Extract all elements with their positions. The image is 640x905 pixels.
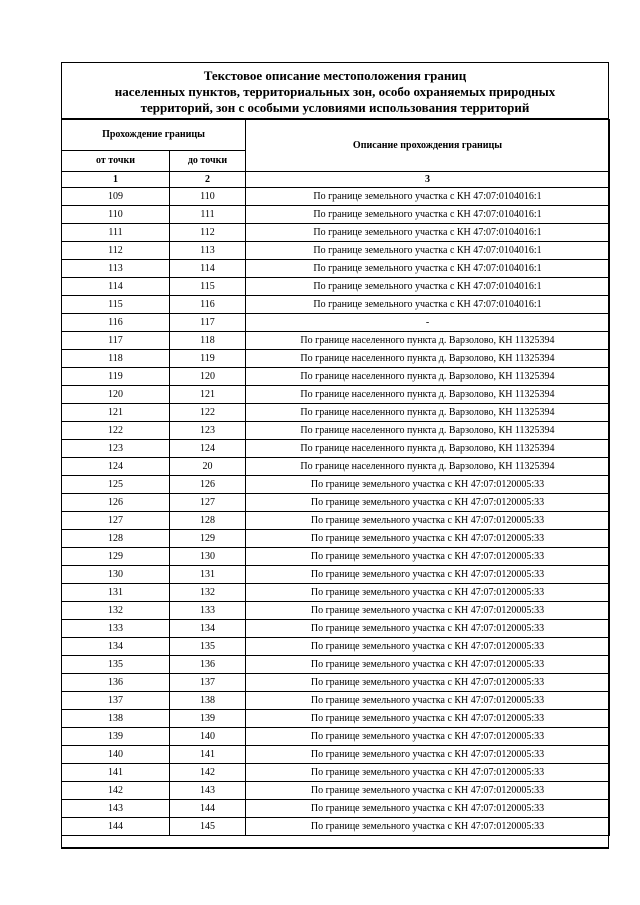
from-point-cell: 127 [62,512,170,530]
description-cell: По границе населенного пункта д. Варзолово, КН 11325394 [246,386,610,404]
table-row [62,314,610,332]
from-point-cell: 141 [62,764,170,782]
to-point-cell: 141 [170,746,246,764]
to-point-cell: 111 [170,206,246,224]
table-row [62,728,610,746]
table-row [62,188,610,206]
to-point-cell: 122 [170,404,246,422]
to-point-cell: 143 [170,782,246,800]
column-number-3: 3 [246,172,610,188]
title-line-3: территорий, зон с особыми условиями использования территорий [140,100,530,115]
description-cell: По границе земельного участка с КН 47:07:0120005:33 [246,584,610,602]
document-sheet [61,62,609,848]
header-passage: Прохождение границы [62,120,246,151]
description-cell: По границе населенного пункта д. Варзолово, КН 11325394 [246,422,610,440]
from-point-cell: 123 [62,440,170,458]
table-row [62,620,610,638]
to-point-cell: 130 [170,548,246,566]
table-row [62,242,610,260]
description-cell: По границе земельного участка с КН 47:07:0104016:1 [246,278,610,296]
from-point-cell: 138 [62,710,170,728]
to-point-cell: 120 [170,368,246,386]
column-number-row [62,172,610,188]
description-cell: По границе населенного пункта д. Варзолово, КН 11325394 [246,332,610,350]
to-point-cell: 140 [170,728,246,746]
to-point-cell: 20 [170,458,246,476]
from-point-cell: 126 [62,494,170,512]
title-line-2: населенных пунктов, территориальных зон, особо охраняемых природных [114,84,556,99]
description-cell: По границе земельного участка с КН 47:07:0120005:33 [246,548,610,566]
description-cell: По границе земельного участка с КН 47:07:0120005:33 [246,602,610,620]
from-point-cell: 113 [62,260,170,278]
description-cell: По границе населенного пункта д. Варзолово, КН 11325394 [246,458,610,476]
description-cell: По границе земельного участка с КН 47:07:0120005:33 [246,692,610,710]
to-point-cell: 113 [170,242,246,260]
from-point-cell: 140 [62,746,170,764]
description-cell: По границе населенного пункта д. Варзолово, КН 11325394 [246,404,610,422]
table-row [62,494,610,512]
to-point-cell: 136 [170,656,246,674]
from-point-cell: 135 [62,656,170,674]
to-point-cell: 117 [170,314,246,332]
column-number-2: 2 [170,172,246,188]
description-cell: По границе населенного пункта д. Варзолово, КН 11325394 [246,350,610,368]
to-point-cell: 131 [170,566,246,584]
to-point-cell: 133 [170,602,246,620]
from-point-cell: 121 [62,404,170,422]
table-row [62,746,610,764]
from-point-cell: 129 [62,548,170,566]
table-row [62,530,610,548]
from-point-cell: 128 [62,530,170,548]
from-point-cell: 114 [62,278,170,296]
table-row [62,404,610,422]
description-cell: По границе земельного участка с КН 47:07:0120005:33 [246,728,610,746]
to-point-cell: 116 [170,296,246,314]
table-row [62,764,610,782]
description-cell: По границе земельного участка с КН 47:07:0104016:1 [246,188,610,206]
description-cell: По границе земельного участка с КН 47:07:0104016:1 [246,260,610,278]
from-point-cell: 118 [62,350,170,368]
table-row [62,548,610,566]
from-point-cell: 130 [62,566,170,584]
description-cell: По границе земельного участка с КН 47:07:0120005:33 [246,512,610,530]
table-row [62,386,610,404]
from-point-cell: 115 [62,296,170,314]
bottom-rule [61,848,609,849]
to-point-cell: 126 [170,476,246,494]
description-cell: По границе земельного участка с КН 47:07:0120005:33 [246,710,610,728]
header-to: до точки [170,151,246,172]
from-point-cell: 133 [62,620,170,638]
description-cell: По границе земельного участка с КН 47:07:0104016:1 [246,242,610,260]
description-cell: - [246,314,610,332]
table-row [62,512,610,530]
to-point-cell: 118 [170,332,246,350]
description-cell: По границе земельного участка с КН 47:07:0104016:1 [246,296,610,314]
header-from: от точки [62,151,170,172]
from-point-cell: 137 [62,692,170,710]
from-point-cell: 116 [62,314,170,332]
description-cell: По границе земельного участка с КН 47:07:0120005:33 [246,656,610,674]
to-point-cell: 144 [170,800,246,818]
table-row [62,260,610,278]
from-point-cell: 120 [62,386,170,404]
table-row [62,584,610,602]
to-point-cell: 145 [170,818,246,836]
from-point-cell: 144 [62,818,170,836]
table-row [62,782,610,800]
boundary-table [61,119,610,836]
to-point-cell: 127 [170,494,246,512]
from-point-cell: 119 [62,368,170,386]
description-cell: По границе земельного участка с КН 47:07:0120005:33 [246,674,610,692]
table-row [62,224,610,242]
description-cell: По границе земельного участка с КН 47:07:0120005:33 [246,566,610,584]
description-cell: По границе земельного участка с КН 47:07:0104016:1 [246,224,610,242]
to-point-cell: 114 [170,260,246,278]
table-row [62,566,610,584]
description-cell: По границе земельного участка с КН 47:07:0120005:33 [246,782,610,800]
to-point-cell: 110 [170,188,246,206]
from-point-cell: 143 [62,800,170,818]
to-point-cell: 119 [170,350,246,368]
table-row [62,350,610,368]
to-point-cell: 134 [170,620,246,638]
from-point-cell: 124 [62,458,170,476]
table-row [62,800,610,818]
to-point-cell: 138 [170,692,246,710]
from-point-cell: 122 [62,422,170,440]
to-point-cell: 121 [170,386,246,404]
to-point-cell: 112 [170,224,246,242]
from-point-cell: 112 [62,242,170,260]
from-point-cell: 131 [62,584,170,602]
to-point-cell: 142 [170,764,246,782]
description-cell: По границе земельного участка с КН 47:07:0120005:33 [246,494,610,512]
description-cell: По границе земельного участка с КН 47:07:0120005:33 [246,620,610,638]
from-point-cell: 142 [62,782,170,800]
from-point-cell: 109 [62,188,170,206]
document-title [62,63,608,119]
from-point-cell: 125 [62,476,170,494]
to-point-cell: 137 [170,674,246,692]
description-cell: По границе земельного участка с КН 47:07:0120005:33 [246,638,610,656]
table-row [62,422,610,440]
to-point-cell: 128 [170,512,246,530]
description-cell: По границе земельного участка с КН 47:07:0120005:33 [246,530,610,548]
from-point-cell: 136 [62,674,170,692]
table-row [62,710,610,728]
column-number-1: 1 [62,172,170,188]
from-point-cell: 111 [62,224,170,242]
description-cell: По границе земельного участка с КН 47:07:0104016:1 [246,206,610,224]
table-row [62,368,610,386]
description-cell: По границе земельного участка с КН 47:07:0120005:33 [246,476,610,494]
table-row [62,278,610,296]
table-row [62,476,610,494]
table-row [62,296,610,314]
table-row [62,332,610,350]
table-row [62,206,610,224]
table-row [62,638,610,656]
header-description: Описание прохождения границы [246,120,610,172]
table-row [62,458,610,476]
table-row [62,674,610,692]
to-point-cell: 139 [170,710,246,728]
table-body [62,188,610,836]
table-row [62,440,610,458]
from-point-cell: 117 [62,332,170,350]
description-cell: По границе населенного пункта д. Варзолово, КН 11325394 [246,440,610,458]
from-point-cell: 134 [62,638,170,656]
from-point-cell: 139 [62,728,170,746]
title-line-1: Текстовое описание местоположения границ [203,68,467,83]
description-cell: По границе населенного пункта д. Варзолово, КН 11325394 [246,368,610,386]
from-point-cell: 110 [62,206,170,224]
description-cell: По границе земельного участка с КН 47:07:0120005:33 [246,818,610,836]
description-cell: По границе земельного участка с КН 47:07:0120005:33 [246,746,610,764]
to-point-cell: 124 [170,440,246,458]
description-cell: По границе земельного участка с КН 47:07:0120005:33 [246,800,610,818]
from-point-cell: 132 [62,602,170,620]
to-point-cell: 115 [170,278,246,296]
to-point-cell: 132 [170,584,246,602]
table-row [62,602,610,620]
table-header [62,120,610,188]
to-point-cell: 135 [170,638,246,656]
table-row [62,818,610,836]
description-cell: По границе земельного участка с КН 47:07:0120005:33 [246,764,610,782]
table-row [62,692,610,710]
table-row [62,656,610,674]
to-point-cell: 129 [170,530,246,548]
to-point-cell: 123 [170,422,246,440]
